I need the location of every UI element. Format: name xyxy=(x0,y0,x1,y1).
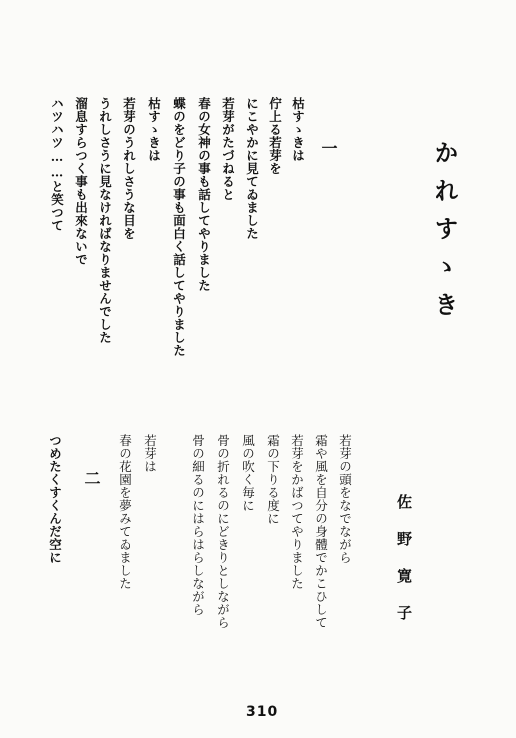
poem-line: 霜や風を自分の身體でかこひして xyxy=(313,434,329,629)
poem-line: ハツハツ……と笑つて xyxy=(49,97,65,232)
author-name: 佐野寛子 xyxy=(395,494,413,642)
poem-line: 骨の細るのにはらはらしながら xyxy=(190,434,206,616)
poem-line: 骨の折れるのにどきりとしながら xyxy=(215,434,231,629)
poem-line: 枯すゝきは xyxy=(146,97,162,162)
poem-line: 溜息すらつく事も出來ないで xyxy=(73,97,89,266)
poem-line: 佇上る若芽を xyxy=(267,97,283,175)
poem-line: 霜の下りる度に xyxy=(265,434,281,525)
poem-line: 枯すゝきは xyxy=(290,97,306,162)
section-number-2: 二 xyxy=(82,470,101,487)
section-number-1: 一 xyxy=(319,140,338,157)
page-number: 310 xyxy=(246,704,279,720)
poem-title: かれすゝき xyxy=(430,140,459,330)
poem-line: つめたくすくんだ空に xyxy=(47,434,63,564)
poem-line: 若芽の頭をなでながら xyxy=(337,434,353,564)
poem-line: 若芽をかばつてやりました xyxy=(289,434,305,590)
poem-line: 春の花園を夢みてゐました xyxy=(117,434,133,590)
poem-line: 若芽のうれしさうな目を xyxy=(121,97,137,240)
poem-line: 風の吹く毎に xyxy=(240,434,256,512)
poem-line: 春の女神の事も話してやりました xyxy=(196,97,212,292)
poem-line: にこやかに見てゐました xyxy=(244,97,260,240)
poem-line: 蝶のをどり子の事も面白く話してやりました xyxy=(171,97,187,357)
poem-line: うれしさうに見なければなりませんでした xyxy=(97,97,113,344)
poem-line: 若芽は xyxy=(142,434,158,473)
poem-line: 若芽がたづねると xyxy=(220,97,236,201)
